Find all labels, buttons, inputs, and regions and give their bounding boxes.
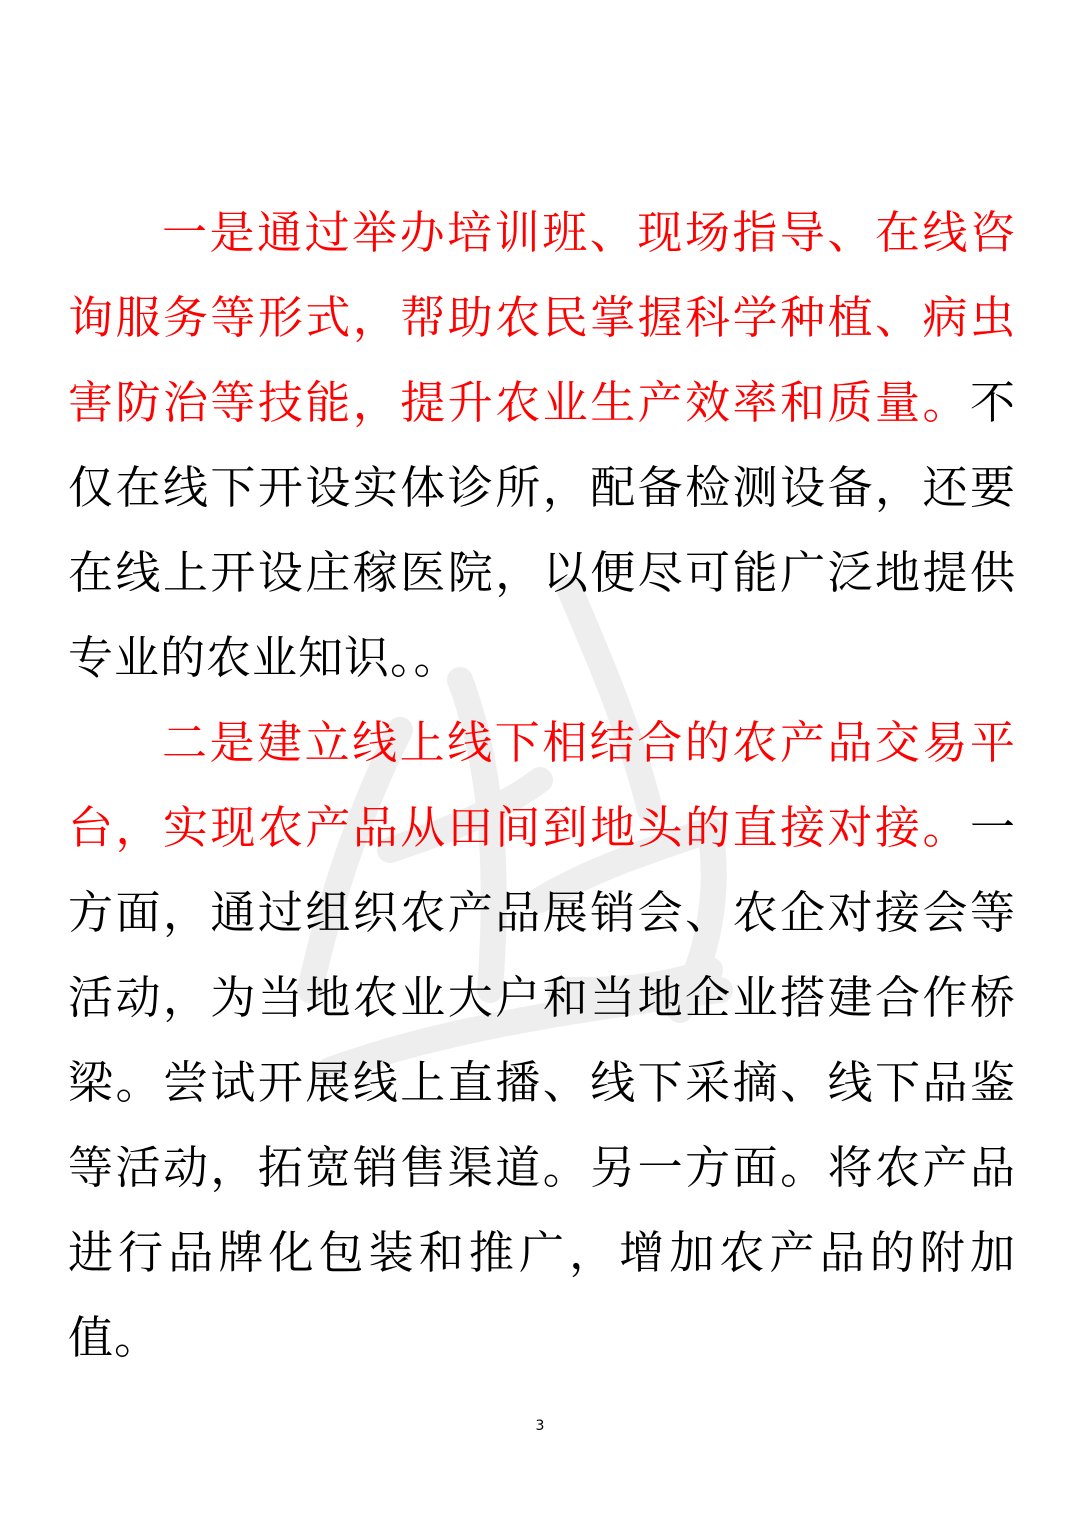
paragraph-1-highlight: 一是通过举办培训班、现场指导、在线咨询服务等形式，帮助农民掌握科学种植、病虫害防治等技能，提升农业生产效率和质量。 xyxy=(68,206,1016,429)
paragraph-2 xyxy=(68,700,1016,1380)
page-number: 3 xyxy=(535,1418,545,1434)
paragraph-2-text: 一方面，通过组织农产品展销会、农企对接会等活动，为当地农业大户和当地企业搭建合作桥梁。尝试开展线上直播、线下采摘、线下品鉴等活动，拓宽销售渠道。另一方面。将农产品进行品牌化包装和推广，增加农产品的附加值。 xyxy=(68,801,1016,1364)
paragraph-2-highlight: 二是建立线上线下相结合的农产品交易平台，实现农产品从田间到地头的直接对接。 xyxy=(68,716,1016,854)
paragraph-1-text: 不仅在线下开设实体诊所，配备检测设备，还要在线上开设庄稼医院，以便尽可能广泛地提供专业的农业知识。。 xyxy=(68,376,1016,684)
body-text xyxy=(68,190,1016,1380)
paragraph-1 xyxy=(68,190,1016,700)
